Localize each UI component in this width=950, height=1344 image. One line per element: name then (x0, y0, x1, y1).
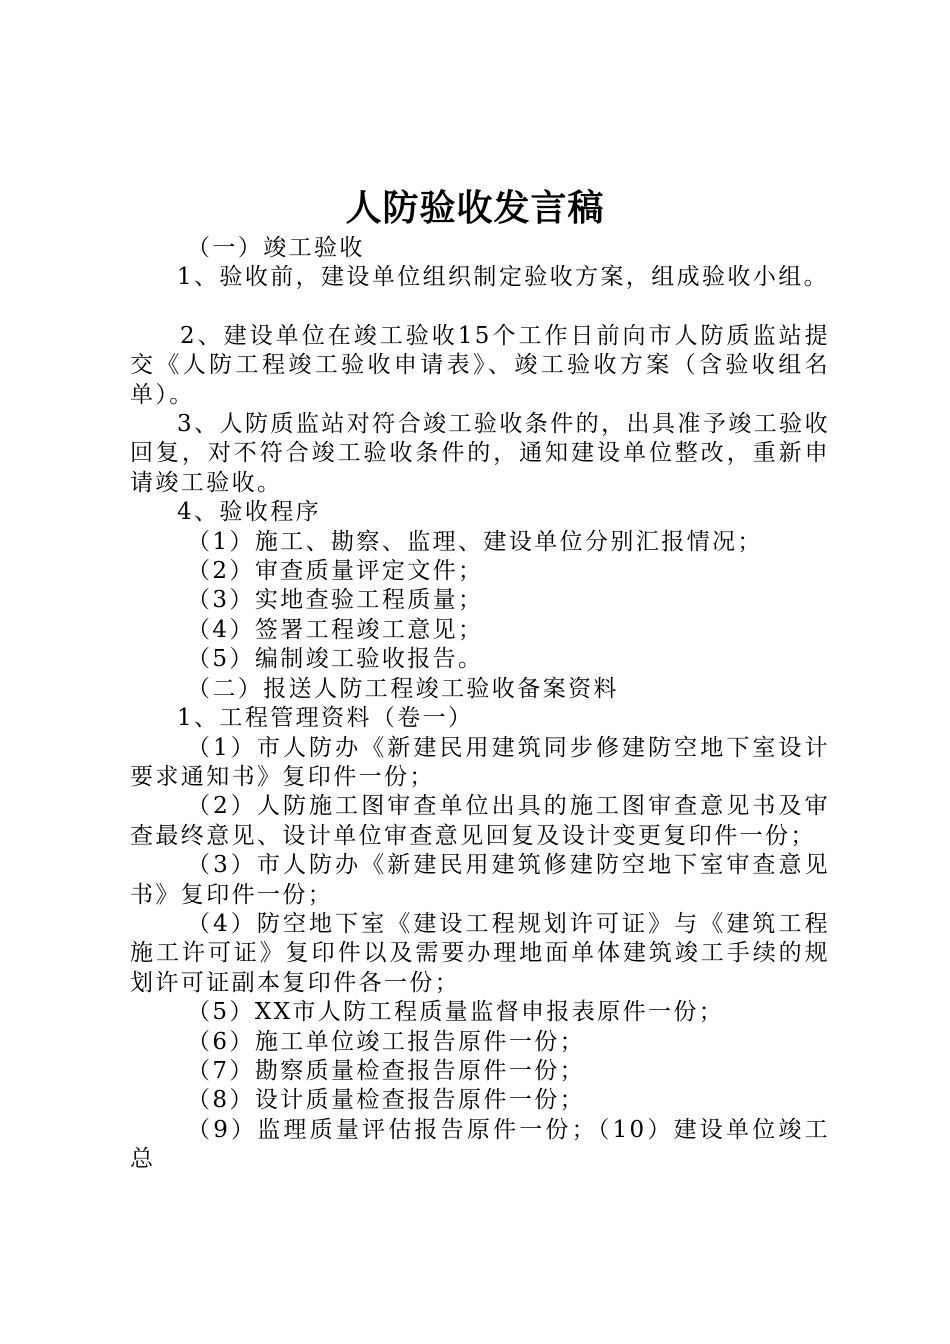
section-heading: （二）报送人防工程竣工验收备案资料 (187, 675, 619, 702)
section-heading: （一）竣工验收 (187, 235, 365, 261)
list-item: （1）施工、勘察、监理、建设单位分别汇报情况； (187, 528, 763, 555)
paragraph: 1、工程管理资料（卷一） (177, 705, 474, 732)
paragraph: 1、验收前，建设单位组织制定验收方案，组成验收小组。 (177, 264, 830, 291)
list-item: （8）设计质量检查报告原件一份； (187, 1087, 586, 1114)
list-item: （5）编制竣工验收报告。 (187, 646, 484, 673)
list-item: （3）实地查验工程质量； (187, 587, 484, 614)
list-item: （1）市人防办《新建民用建筑同步修建防空地下室设计要求通知书》复印件一份； (130, 734, 830, 790)
paragraph: 4、验收程序 (177, 499, 322, 526)
list-item: （6）施工单位竣工报告原件一份； (187, 1028, 586, 1055)
document-body (130, 234, 830, 1175)
list-item: （2）审查质量评定文件； (187, 558, 484, 585)
list-item: （3）市人防办《新建民用建筑修建防空地下室审查意见书》复印件一份； (130, 852, 830, 908)
list-item: （2）人防施工图审查单位出具的施工图审查意见书及审查最终意见、设计单位审查意见回复及设计变更复印件一份； (130, 793, 830, 849)
paragraph: 2、建设单位在竣工验收15个工作日前向市人防质监站提交《人防工程竣工验收申请表》、竣工验收方案（含验收组名单）。 (130, 322, 830, 408)
list-item: （9）监理质量评估报告原件一份；（10）建设单位竣工总 (130, 1116, 830, 1173)
document-title: 人防验收发言稿 (345, 187, 605, 229)
list-item: （7）勘察质量检查报告原件一份； (187, 1057, 586, 1084)
list-item: （4）签署工程竣工意见； (187, 616, 484, 643)
blank-line (130, 293, 830, 322)
list-item: （5）XX市人防工程质量监督申报表原件一份； (187, 999, 725, 1026)
paragraph: 3、人防质监站对符合竣工验收条件的，出具准予竣工验收回复，对不符合竣工验收条件的，通知建设单位整改，重新申请竣工验收。 (130, 411, 830, 496)
list-item: （4）防空地下室《建设工程规划许可证》与《建筑工程施工许可证》复印件以及需要办理地面单体建筑竣工手续的规划许可证副本复印件各一份； (130, 910, 830, 996)
